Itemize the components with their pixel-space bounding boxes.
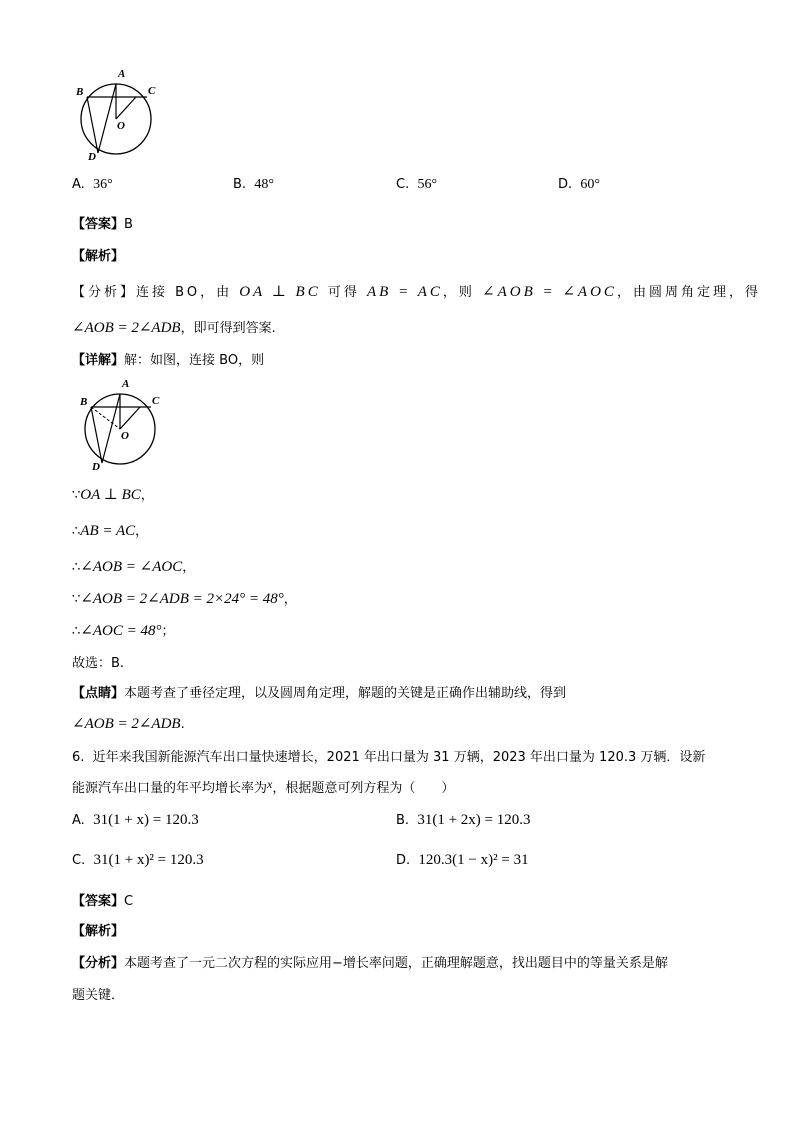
q6-analysis-line-2: 题关键． [72,988,125,1003]
label-C: C [152,395,160,407]
label-B: B [80,396,88,408]
q5-option-c: C. 56° [396,177,438,192]
label-A: A [122,378,130,390]
q5-comment-line-2: ∠AOB = 2∠ADB. [72,716,185,732]
q5-detail-intro: 【详解】解：如图，连接 BO，则 [72,353,265,368]
q5-analysis-line-2: ∠AOB = 2∠ADB，即可得到答案. [72,320,276,336]
q5-answer: 【答案】B [72,217,133,232]
label-B: B [76,86,84,98]
circle-diagram-1 [72,64,162,162]
label-D: D [92,461,100,473]
q5-comment-line-1: 【点睛】本题考查了垂径定理，以及圆周角定理，解题的关键是正确作出辅助线，得到 [72,686,567,701]
q6-analysis-heading: 【解析】 [72,924,125,939]
q6-option-c: C. 31(1 + x)² = 120.3 [72,852,204,868]
label-O: O [117,120,125,132]
label-A: A [118,68,126,80]
q5-option-a: A. 36° [72,177,113,192]
label-C: C [148,85,156,97]
circle-diagram-2 [76,374,168,474]
q5-option-d: D. 60° [558,177,601,192]
label-D: D [88,151,96,162]
q6-stem-line-2: 能源汽车出口量的年平均增长率为x，根据题意可列方程为（ ） [72,777,455,796]
q6-analysis-line-1: 【分析】本题考查了一元二次方程的实际应用−增长率问题，正确理解题意，找出题目中的等量关系是解 [72,956,668,971]
q5-analysis-line-1: 【分析】连接 BO，由 OA ⊥ BC 可得 AB = AC，则 ∠AOB = ∠AOC，由圆周角定理，得 [72,284,761,300]
q6-stem-line-1: 6. 近年来我国新能源汽车出口量快速增长，2021 年出口量为 31 万辆，2023 年出口量为 120.3 万辆．设新 [72,750,706,765]
q6-option-a: A. 31(1 + x) = 120.3 [72,812,199,828]
q5-step-2: ∴AB = AC， [72,523,149,539]
q5-option-b: B. 48° [233,177,274,192]
q6-answer: 【答案】C [72,894,134,909]
q5-step-4: ∵∠AOB = 2∠ADB = 2×24° = 48°， [72,591,297,607]
q5-step-5: ∴∠AOC = 48°； [72,623,175,639]
q5-analysis-heading: 【解析】 [72,249,125,264]
q5-step-3: ∴∠AOB = ∠AOC， [72,559,196,575]
q5-choose: 故选：B. [72,656,125,671]
q6-option-b: B. 31(1 + 2x) = 120.3 [396,812,531,828]
q5-step-1: ∵OA ⊥ BC， [72,487,154,503]
q6-option-d: D. 120.3(1 − x)² = 31 [396,852,529,868]
label-O: O [121,430,129,442]
